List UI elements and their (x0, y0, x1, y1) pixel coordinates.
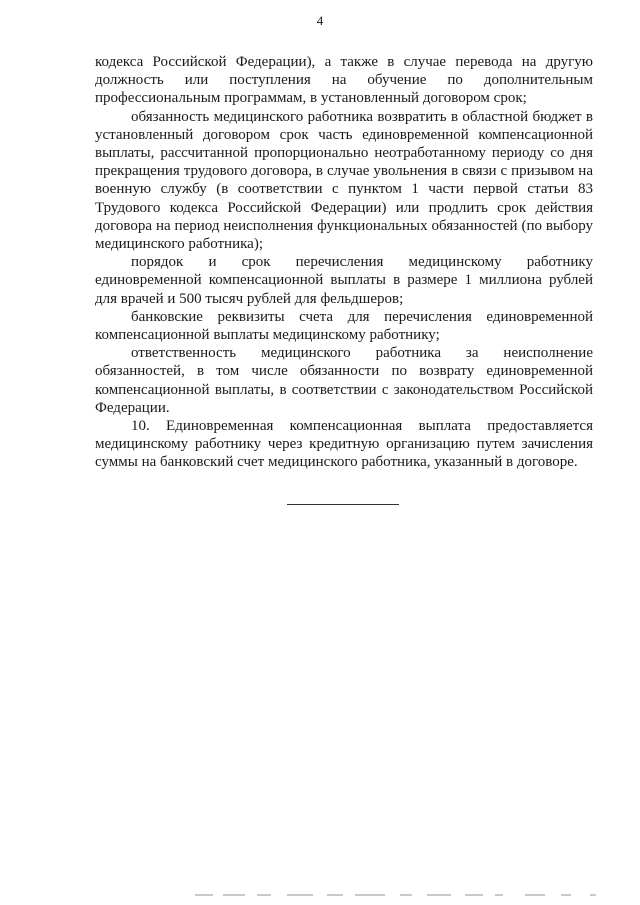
paragraph-refund-obligation: обязанность медицинского работника возвратить в областной бюджет в установленный договором срок часть единовременной компенсационной выплаты, рассчитанной пропорционально неотработанному периоду со дня прекращения трудового договора, в случае увольнения в связи с призывом на военную службу (в соответствии с пунктом 1 части первой статьи 83 Трудового кодекса Российской Федерации) или продлить срок действия договора на период неисполнения функциональных обязанностей (по выбору медицинского работника); (95, 108, 593, 253)
page-number: 4 (316, 13, 324, 28)
paragraph-continuation: кодекса Российской Федерации), а также в случае перевода на другую должность или поступления на обучение по дополнительным профессиональным программам, в установленный договором срок; (95, 54, 593, 107)
paragraph-payment-procedure: порядок и срок перечисления медицинскому работнику единовременной компенсационной выплаты в размере 1 миллиона рублей для врачей и 500 тысяч рублей для фельдшеров; (95, 254, 593, 307)
document-body (95, 53, 593, 472)
paragraph-liability: ответственность медицинского работника за неисполнение обязанностей, в том числе обязанности по возврату единовременной компенсационной выплаты, в соответствии с законодательством Российской Федерации. (95, 345, 593, 416)
separator-line (287, 504, 399, 505)
paragraph-bank-details: банковские реквизиты счета для перечисления единовременной компенсационной выплаты медицинскому работнику; (95, 308, 593, 344)
paragraph-item-10: 10. Единовременная компенсационная выплата предоставляется медицинскому работнику через кредитную организацию путем зачисления суммы на банковский счет медицинского работника, указанный в договоре. (95, 418, 593, 471)
scan-artifacts (195, 894, 605, 898)
